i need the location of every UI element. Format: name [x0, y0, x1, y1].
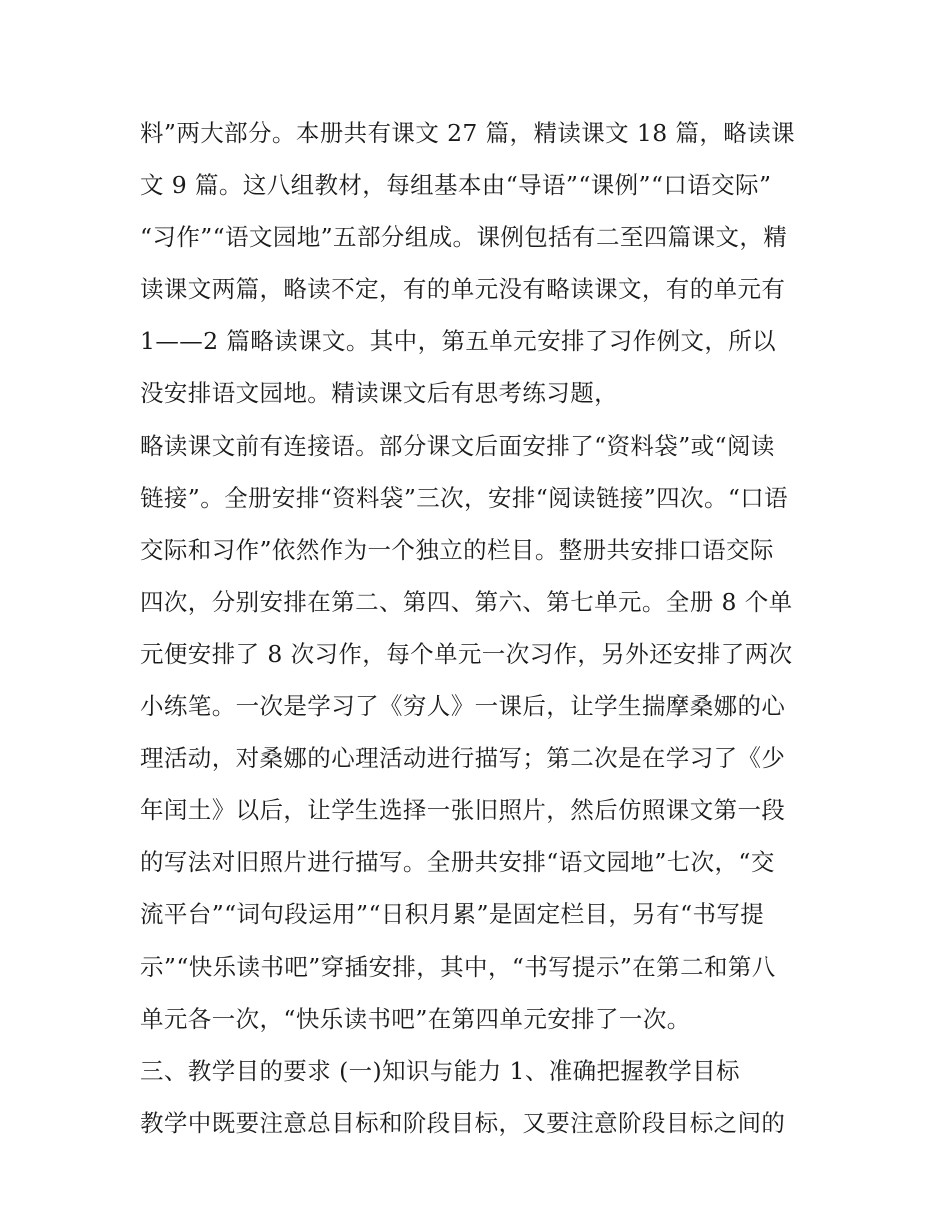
text-line-1: 料”两大部分。本册共有课文 27 篇，精读课文 18 篇，略读课: [140, 119, 795, 147]
text-line-9: 交际和习作”依然作为一个独立的栏目。整册共安排口语交际: [140, 535, 774, 564]
text-line-16: 流平台”“词句段运用”“日积月累”是固定栏目，另有“书写提: [140, 900, 765, 929]
text-line-6: 没安排语文园地。精读课文后有思考练习题，: [140, 379, 618, 408]
text-line-15: 的写法对旧照片进行描写。全册共安排“语文园地”七次，“交: [140, 848, 775, 877]
text-line-11: 元便安排了 8 次习作，每个单元一次习作，另外还安排了两次: [140, 639, 793, 668]
text-line-17: 示”“快乐读书吧”穿插安排，其中，“书写提示”在第二和第八: [140, 952, 776, 981]
section-heading-line: 三、教学目的要求 (一)知识与能力 1、准确把握教学目标: [140, 1056, 740, 1085]
text-line-4: 读课文两篇，略读不定，有的单元没有略读课文，有的单元有: [140, 275, 786, 304]
text-line-7: 略读课文前有连接语。部分课文后面安排了“资料袋”或“阅读: [140, 431, 775, 460]
text-line-10: 四次，分别安排在第二、第四、第六、第七单元。全册 8 个单: [140, 587, 793, 616]
text-line-18: 单元各一次，“快乐读书吧”在第四单元安排了一次。: [140, 1004, 691, 1033]
text-line-20: 教学中既要注意总目标和阶段目标，又要注意阶段目标之间的: [140, 1108, 786, 1137]
text-line-2: 文 9 篇。这八组教材，每组基本由“导语”“课例”“口语交际”: [140, 171, 772, 200]
text-line-14: 年闰土》以后，让学生选择一张旧照片，然后仿照课文第一段: [140, 796, 786, 825]
text-line-5: 1——2 篇略读课文。其中，第五单元安排了习作例文，所以: [140, 327, 777, 356]
text-line-13: 理活动，对桑娜的心理活动进行描写；第二次是在学习了《少: [140, 744, 786, 773]
body-text: [140, 107, 830, 1149]
text-line-8: 链接”。全册安排“资料袋”三次，安排“阅读链接”四次。“口语: [140, 483, 789, 512]
text-line-3: “习作”“语文园地”五部分组成。课例包括有二至四篇课文，精: [140, 223, 788, 252]
text-line-12: 小练笔。一次是学习了《穷人》一课后，让学生揣摩桑娜的心: [140, 692, 786, 721]
